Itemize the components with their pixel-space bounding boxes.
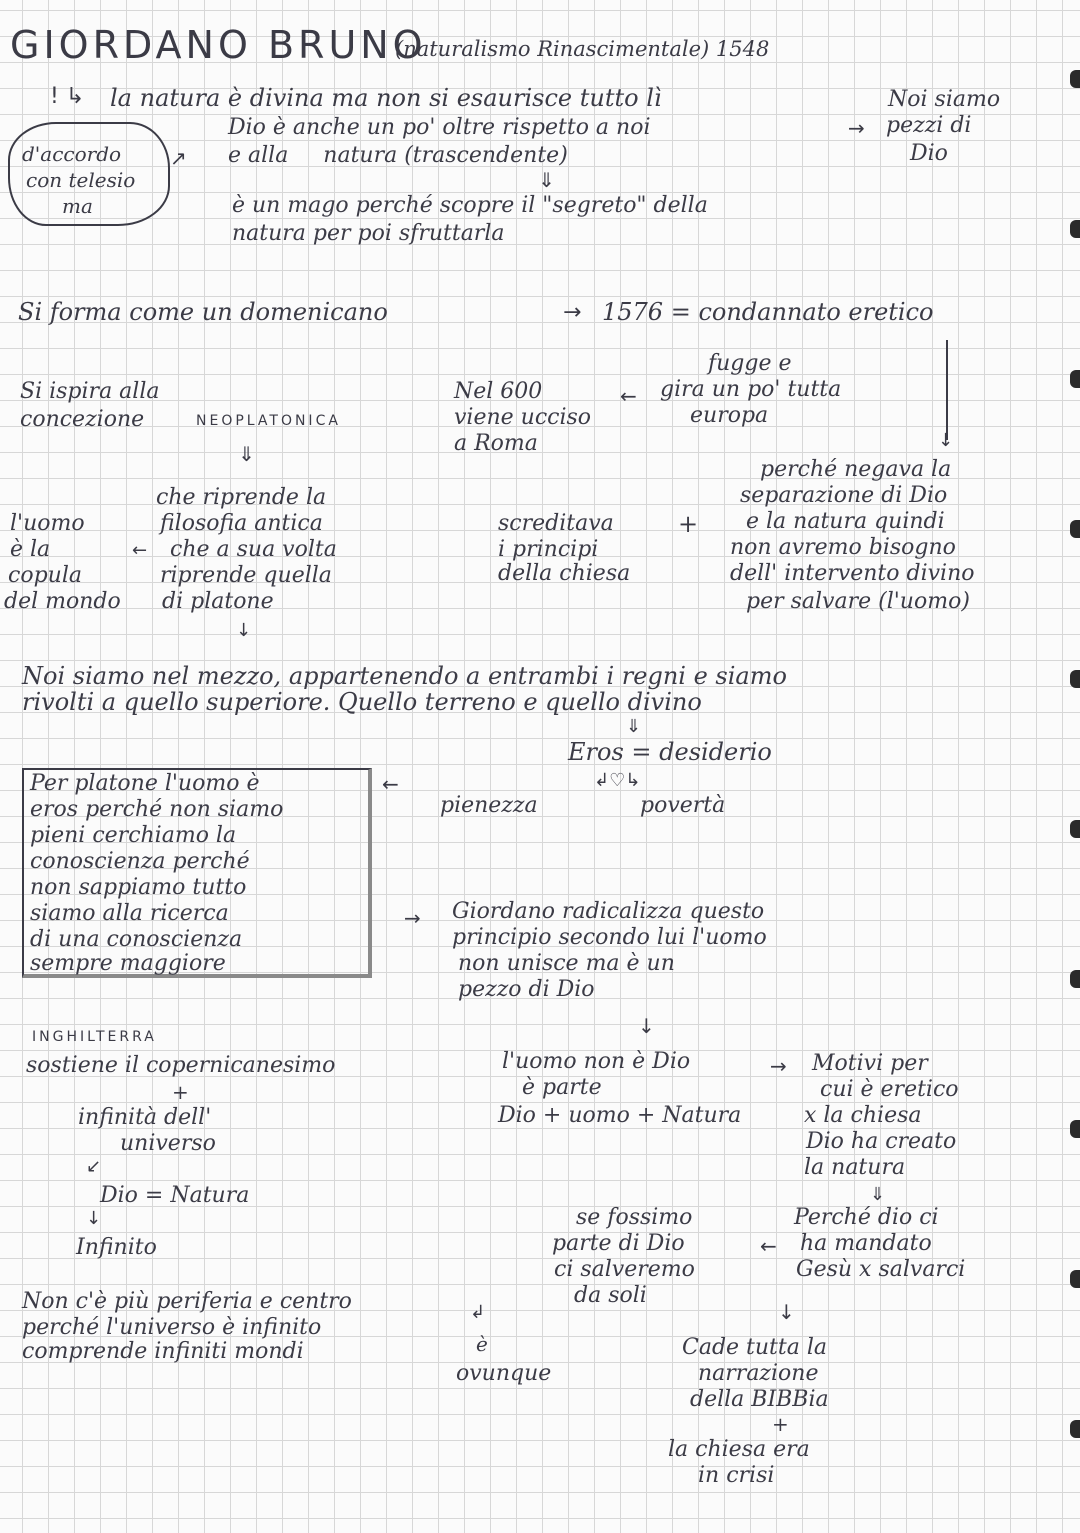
eros-pienezza: pienezza: [440, 793, 538, 818]
binder-hole: [1070, 1420, 1080, 1438]
intro-line-5: natura per poi sfruttarla: [232, 221, 505, 246]
intro-line-1: la natura è divina ma non si esaurisce tutto lì: [110, 84, 662, 112]
inghilterra-line-5: Infinito: [76, 1235, 157, 1260]
inghilterra-line-2: infinità dell': [78, 1105, 212, 1130]
motivi-line-4: Dio ha creato: [806, 1129, 957, 1154]
mezzo-line-1: Noi siamo nel mezzo, appartenendo a entrambi i regni e siamo: [22, 662, 787, 690]
condanna-line: 1576 = condannato eretico: [602, 298, 934, 326]
screditava-line-1: screditava: [498, 511, 614, 536]
binder-hole: [1070, 220, 1080, 238]
arrow-right-icon: →: [770, 1054, 787, 1078]
platone-line-6: siamo alla ricerca: [30, 901, 229, 926]
arrow-right-icon: →: [404, 906, 421, 930]
perche-dio-line-2: ha mandato: [800, 1231, 932, 1256]
cloud-line-3: ma: [62, 194, 93, 218]
intro-line-4: è un mago perché scopre il "segreto" della: [232, 193, 708, 218]
double-arrow-down-icon: ⇓: [538, 168, 555, 192]
fugge-line-1: fugge e: [708, 351, 792, 376]
periferia-line-2: perché l'universo è infinito: [22, 1315, 322, 1340]
negava-line-3: e la natura quindi: [746, 509, 945, 534]
inghilterra-plus: +: [172, 1080, 189, 1104]
cloud-line-1: d'accordo: [22, 142, 122, 166]
inghilterra-line-4: Dio = Natura: [100, 1183, 250, 1208]
binder-hole: [1070, 970, 1080, 988]
bibbia-line-4: la chiesa era: [668, 1437, 810, 1462]
cloud-line-2: con telesio: [26, 168, 136, 192]
riprende-line-5: di platone: [162, 589, 274, 614]
binder-hole: [1070, 70, 1080, 88]
ucciso-line-3: a Roma: [454, 431, 538, 456]
periferia-e: è: [476, 1332, 488, 1356]
double-arrow-down-icon: ⇓: [238, 442, 255, 466]
page-title: GIORDANO BRUNO: [10, 23, 427, 67]
inghilterra-line-1: sostiene il copernicanesimo: [26, 1053, 336, 1078]
bibbia-line-1: Cade tutta la: [682, 1335, 827, 1360]
giordano-line-2: principio secondo lui l'uomo: [452, 925, 767, 950]
giordano-line-3: non unisce ma è un: [458, 951, 675, 976]
fossimo-line-2: parte di Dio: [552, 1231, 685, 1256]
periferia-line-3: comprende infiniti mondi: [22, 1339, 304, 1364]
arrow-down-icon: ↓: [86, 1208, 102, 1229]
arrow-right-icon: →: [848, 116, 865, 140]
screditava-plus: +: [678, 510, 699, 538]
intro-side-2: pezzi di: [886, 113, 972, 138]
neoplatonica-line-1: Si ispira alla: [20, 379, 160, 404]
arrow-down-icon: ↓: [638, 1014, 655, 1038]
screditava-line-2: i principi: [498, 537, 599, 562]
connector-line: [946, 340, 948, 440]
arrow-left-icon: ←: [132, 540, 148, 561]
binder-hole: [1070, 820, 1080, 838]
ucciso-line-1: Nel 600: [454, 379, 543, 404]
arrow-down-icon: ↓: [236, 620, 252, 641]
copula-line-2: è la: [10, 537, 51, 562]
negava-line-1: perché negava la: [760, 457, 952, 482]
fugge-line-2: gira un po' tutta: [660, 377, 842, 402]
arrow-down-icon: ↓: [938, 430, 954, 451]
ucciso-line-2: viene ucciso: [454, 405, 592, 430]
platone-line-1: Per platone l'uomo è: [30, 771, 260, 796]
platone-line-4: conoscienza perché: [30, 849, 250, 874]
riprende-line-2: filosofia antica: [160, 511, 323, 536]
motivi-line-1: Motivi per: [812, 1051, 928, 1076]
platone-line-2: eros perché non siamo: [30, 797, 284, 822]
screditava-line-3: della chiesa: [498, 561, 631, 586]
motivi-line-2: cui è eretico: [820, 1077, 959, 1102]
double-arrow-down-icon: ⇓: [870, 1184, 886, 1205]
arrow-down-icon: ↓: [778, 1300, 795, 1324]
page-subtitle: (naturalismo Rinascimentale) 1548: [395, 37, 770, 61]
binder-hole: [1070, 670, 1080, 688]
fossimo-line-4: da soli: [574, 1283, 647, 1308]
motivi-line-5: la natura: [804, 1155, 906, 1180]
arrow-left-icon: ←: [382, 772, 399, 796]
copula-line-3: copula: [8, 563, 82, 588]
copula-line-1: l'uomo: [10, 511, 85, 536]
fossimo-line-1: se fossimo: [576, 1205, 693, 1230]
giordano-line-4: pezzo di Dio: [458, 977, 595, 1002]
fossimo-line-3: ci salveremo: [554, 1257, 695, 1282]
platone-line-7: di una conoscienza: [30, 927, 243, 952]
negava-line-6: per salvare (l'uomo): [746, 589, 970, 614]
periferia-line-1: Non c'è più periferia e centro: [22, 1289, 352, 1314]
eros-line: Eros = desiderio: [568, 738, 772, 766]
negava-line-4: non avremo bisogno: [730, 535, 956, 560]
arrow-left-icon: ←: [760, 1234, 777, 1258]
riprende-line-4: riprende quella: [160, 563, 332, 588]
uomo-line-2: è parte: [522, 1075, 602, 1100]
fugge-line-3: europa: [690, 403, 769, 428]
inghilterra-line-3: universo: [120, 1131, 216, 1156]
platone-line-5: non sappiamo tutto: [30, 875, 247, 900]
exclamation-arrow-icon: ! ↳: [50, 84, 85, 109]
curved-arrow-icon: ↲: [470, 1302, 486, 1323]
bibbia-line-2: narrazione: [698, 1361, 819, 1386]
copula-line-4: del mondo: [4, 589, 121, 614]
binder-hole: [1070, 520, 1080, 538]
binder-hole: [1070, 1120, 1080, 1138]
uomo-line-1: l'uomo non è Dio: [502, 1049, 691, 1074]
double-arrow-down-icon: ⇓: [626, 716, 642, 737]
motivi-line-3: x la chiesa: [804, 1103, 922, 1128]
binder-hole: [1070, 1270, 1080, 1288]
arrow-left-icon: ←: [620, 384, 637, 408]
uomo-line-3: Dio + uomo + Natura: [498, 1103, 742, 1128]
neoplatonica-line-2: concezione: [20, 407, 145, 432]
negava-line-2: separazione di Dio: [740, 483, 948, 508]
intro-line-3: e alla natura (trascendente): [228, 143, 568, 168]
inghilterra-caps: INGHILTERRA: [32, 1029, 157, 1045]
riprende-line-1: che riprende la: [156, 485, 327, 510]
split-arrow-icon: ↲♡↳: [594, 770, 641, 791]
platone-line-3: pieni cerchiamo la: [30, 823, 237, 848]
platone-line-8: sempre maggiore: [30, 951, 226, 976]
bibbia-line-3: della BIBBia: [690, 1387, 829, 1412]
intro-side-3: Dio: [910, 141, 948, 166]
curved-arrow-icon: ↗: [170, 146, 187, 170]
curved-arrow-icon: ↙: [86, 1156, 102, 1177]
intro-side-1: Noi siamo: [888, 87, 1001, 112]
mezzo-line-2: rivolti a quello superiore. Quello terreno e quello divino: [22, 688, 702, 716]
intro-line-2: Dio è anche un po' oltre rispetto a noi: [228, 115, 651, 140]
binder-hole: [1070, 370, 1080, 388]
eros-poverta: povertà: [640, 793, 726, 818]
perche-dio-line-1: Perché dio ci: [794, 1205, 939, 1230]
domenicano-line: Si forma come un domenicano: [18, 298, 388, 326]
perche-dio-line-3: Gesù x salvarci: [796, 1257, 966, 1282]
negava-line-5: dell' intervento divino: [730, 561, 975, 586]
arrow-right-icon: →: [563, 300, 582, 325]
bibbia-line-5: in crisi: [698, 1463, 775, 1488]
periferia-ovunque: ovunque: [456, 1361, 552, 1386]
bibbia-plus: +: [772, 1412, 789, 1436]
neoplatonica-caps: NEOPLATONICA: [196, 413, 341, 429]
giordano-line-1: Giordano radicalizza questo: [452, 899, 765, 924]
riprende-line-3: che a sua volta: [170, 537, 337, 562]
